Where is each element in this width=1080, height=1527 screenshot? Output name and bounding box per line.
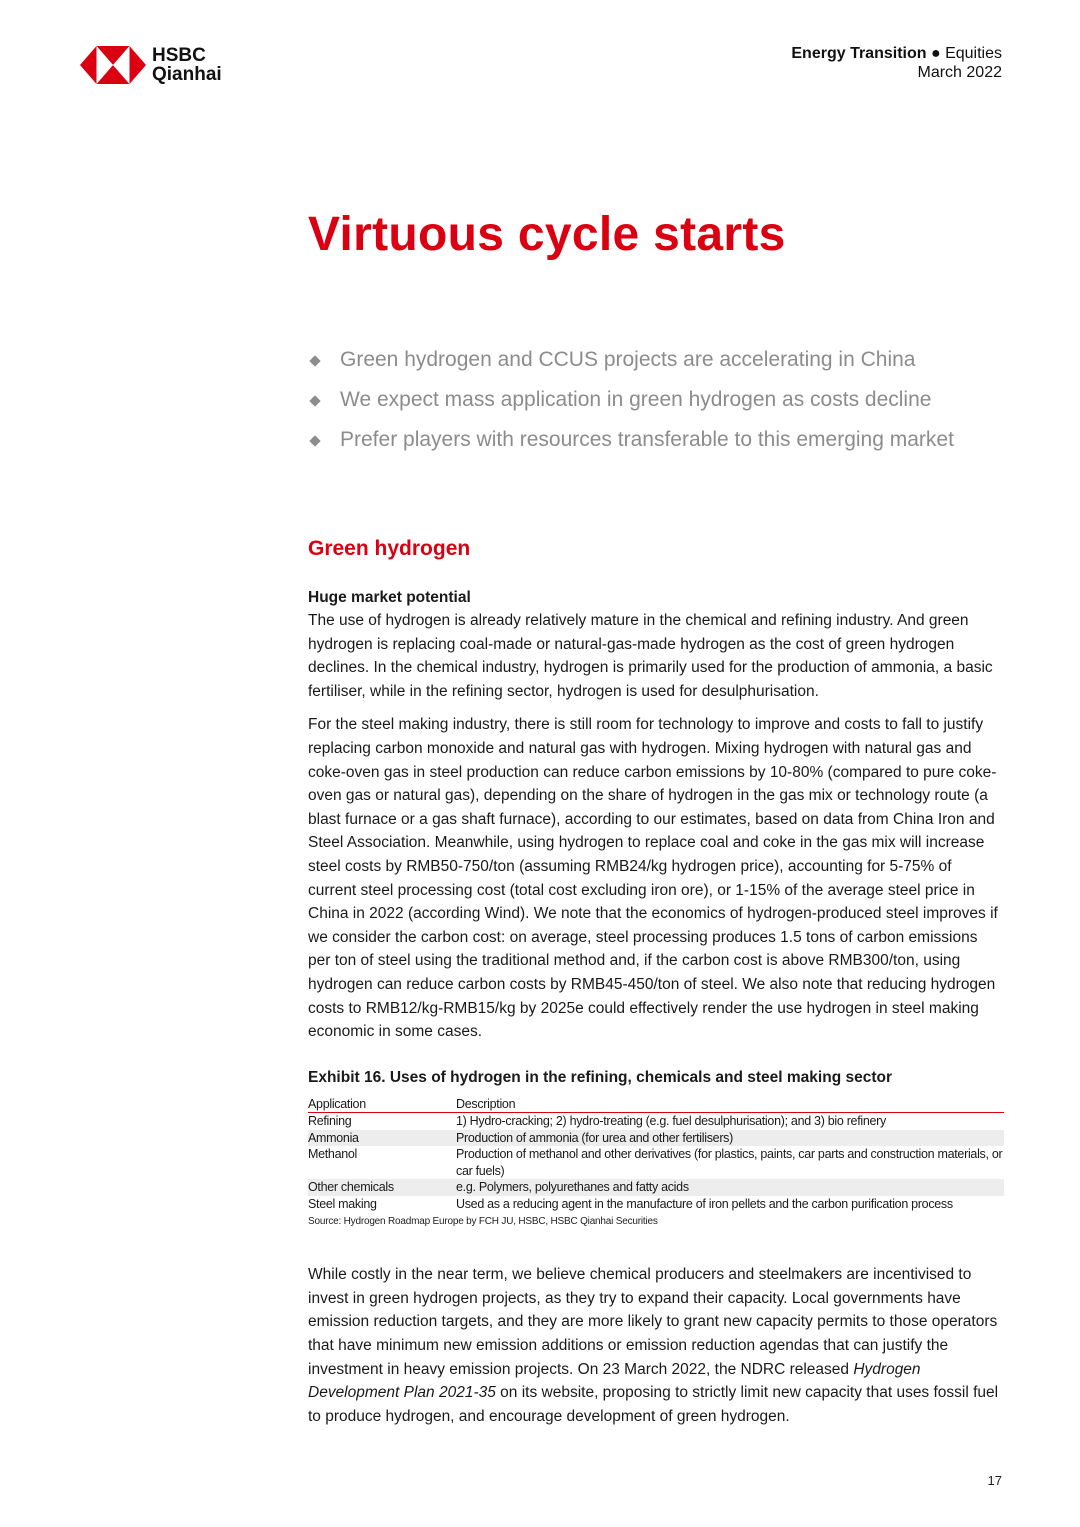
page-number: 17 — [987, 1473, 1002, 1488]
application-cell: Steel making — [308, 1196, 377, 1211]
exhibit-title: Exhibit 16. Uses of hydrogen in the refining, chemicals and steel making sector — [308, 1068, 892, 1086]
body-paragraph: For the steel making industry, there is still room for technology to improve and costs to fall to justify replacing carbon monoxide and natural gas with hydrogen. Mixing hydrogen with natural gas and coke-oven gas in steel production can reduce carbon emissions by 10-80% (compared to pure coke-oven gas or natural gas), depending on the share of hydrogen in the gas mix or technology route (a blast furnace or a gas shaft furnace), according to our estimates, based on data from China Iron and Steel Association. Meanwhile, using hydrogen to replace coal and coke in the gas mix will increase steel costs by RMB50-750/ton (assuming RMB24/kg hydrogen price), accounting for 5-75% of current steel processing cost (total cost excluding iron ore), or 1-15% of the average steel price in China in 2022 (according Wind). We note that the economics of hydrogen-produced steel improves if we consider the carbon cost: on average, steel processing produces 1.5 tons of carbon emissions per ton of steel using the traditional method and, if the carbon cost is above RMB300/ton, using hydrogen can reduce carbon costs by RMB45-450/ton of steel. We also note that reducing hydrogen costs to RMB12/kg-RMB15/kg by 2025e could effectively render the use hydrogen in steel making economic in some cases. — [308, 716, 998, 1041]
key-point — [308, 340, 954, 380]
table-row — [308, 1179, 1004, 1196]
report-series: Energy Transition — [791, 45, 927, 62]
brand-name — [152, 46, 222, 84]
diamond-bullet-icon — [309, 435, 320, 446]
application-cell: Ammonia — [308, 1130, 456, 1147]
description-cell: 1) Hydro-cracking; 2) hydro-treating (e.g. fuel desulphurisation); and 3) bio refinery — [456, 1114, 886, 1129]
key-point — [308, 420, 954, 460]
exhibit-table — [308, 1096, 1004, 1213]
hsbc-logo[interactable] — [80, 46, 222, 84]
table-header-row — [308, 1096, 1004, 1113]
column-header-description: Description — [456, 1096, 1004, 1113]
application-cell: Methanol — [308, 1147, 358, 1162]
application-cell: Other chemicals — [308, 1179, 456, 1196]
hsbc-hexagon-icon — [80, 46, 146, 84]
table-row — [308, 1146, 1004, 1179]
brand-line-2: Qianhai — [152, 64, 222, 85]
exhibit-source: Source: Hydrogen Roadmap Europe by FCH JU, HSBC, HSBC Qianhai Securities — [308, 1216, 658, 1228]
main-content — [308, 586, 1004, 1438]
application-cell: Refining — [308, 1114, 352, 1129]
closing-text-1: While costly in the near term, we believe chemical producers and steelmakers are incentivised to invest in green hydrogen projects, as they try to expand their capacity. Local governments have emission reduction targets, and they are more likely to grant new capacity permits to those operators that have minimum new emission additions or emission reduction agendas that can justify the investment in heavy emission projects. On 23 March 2022, the NDRC released — [308, 1266, 998, 1378]
diamond-bullet-icon — [309, 355, 320, 366]
description-cell: Production of ammonia (for urea and other fertilisers) — [456, 1130, 1004, 1147]
table-row — [308, 1113, 1004, 1130]
plan-title: Hydrogen Development Plan 2021-35 — [308, 1360, 921, 1402]
report-date: March 2022 — [917, 64, 1002, 81]
table-row — [308, 1196, 1004, 1213]
report-header — [791, 44, 1002, 82]
diamond-bullet-icon — [309, 395, 320, 406]
page-title: Virtuous cycle starts — [308, 208, 786, 261]
closing-text-2: on its website, proposing to strictly limit new capacity that uses fossil fuel to produce hydrogen, and encourage development of green hydrogen. — [308, 1384, 999, 1425]
section-heading: Green hydrogen — [308, 537, 471, 560]
key-point-text: Prefer players with resources transferable to this emerging market — [340, 428, 954, 451]
column-header-application: Application — [308, 1096, 456, 1113]
description-cell: Production of methanol and other derivatives (for plastics, paints, car parts and construction materials, or car fuels) — [456, 1147, 1003, 1178]
body-paragraph: The use of hydrogen is already relatively mature in the chemical and refining industry. And green hydrogen is replacing coal-made or natural-gas-made hydrogen as the cost of green hydrogen declines. In the chemical industry, hydrogen is primarily used for the production of ammonia, a basic fertiliser, while in the refining sector, hydrogen is used for desulphurisation. — [308, 612, 993, 700]
report-category: ● Equities — [930, 45, 1002, 62]
key-point — [308, 380, 954, 420]
brand-line-1: HSBC — [152, 45, 206, 66]
key-points-list — [308, 340, 954, 460]
subheading: Huge market potential — [308, 589, 471, 606]
closing-paragraph — [308, 1263, 1004, 1428]
table-row — [308, 1130, 1004, 1147]
description-cell: e.g. Polymers, polyurethanes and fatty acids — [456, 1179, 1004, 1196]
description-cell: Used as a reducing agent in the manufacture of iron pellets and the carbon purification process — [456, 1196, 953, 1211]
key-point-text: We expect mass application in green hydrogen as costs decline — [340, 388, 932, 411]
key-point-text: Green hydrogen and CCUS projects are accelerating in China — [340, 348, 916, 371]
